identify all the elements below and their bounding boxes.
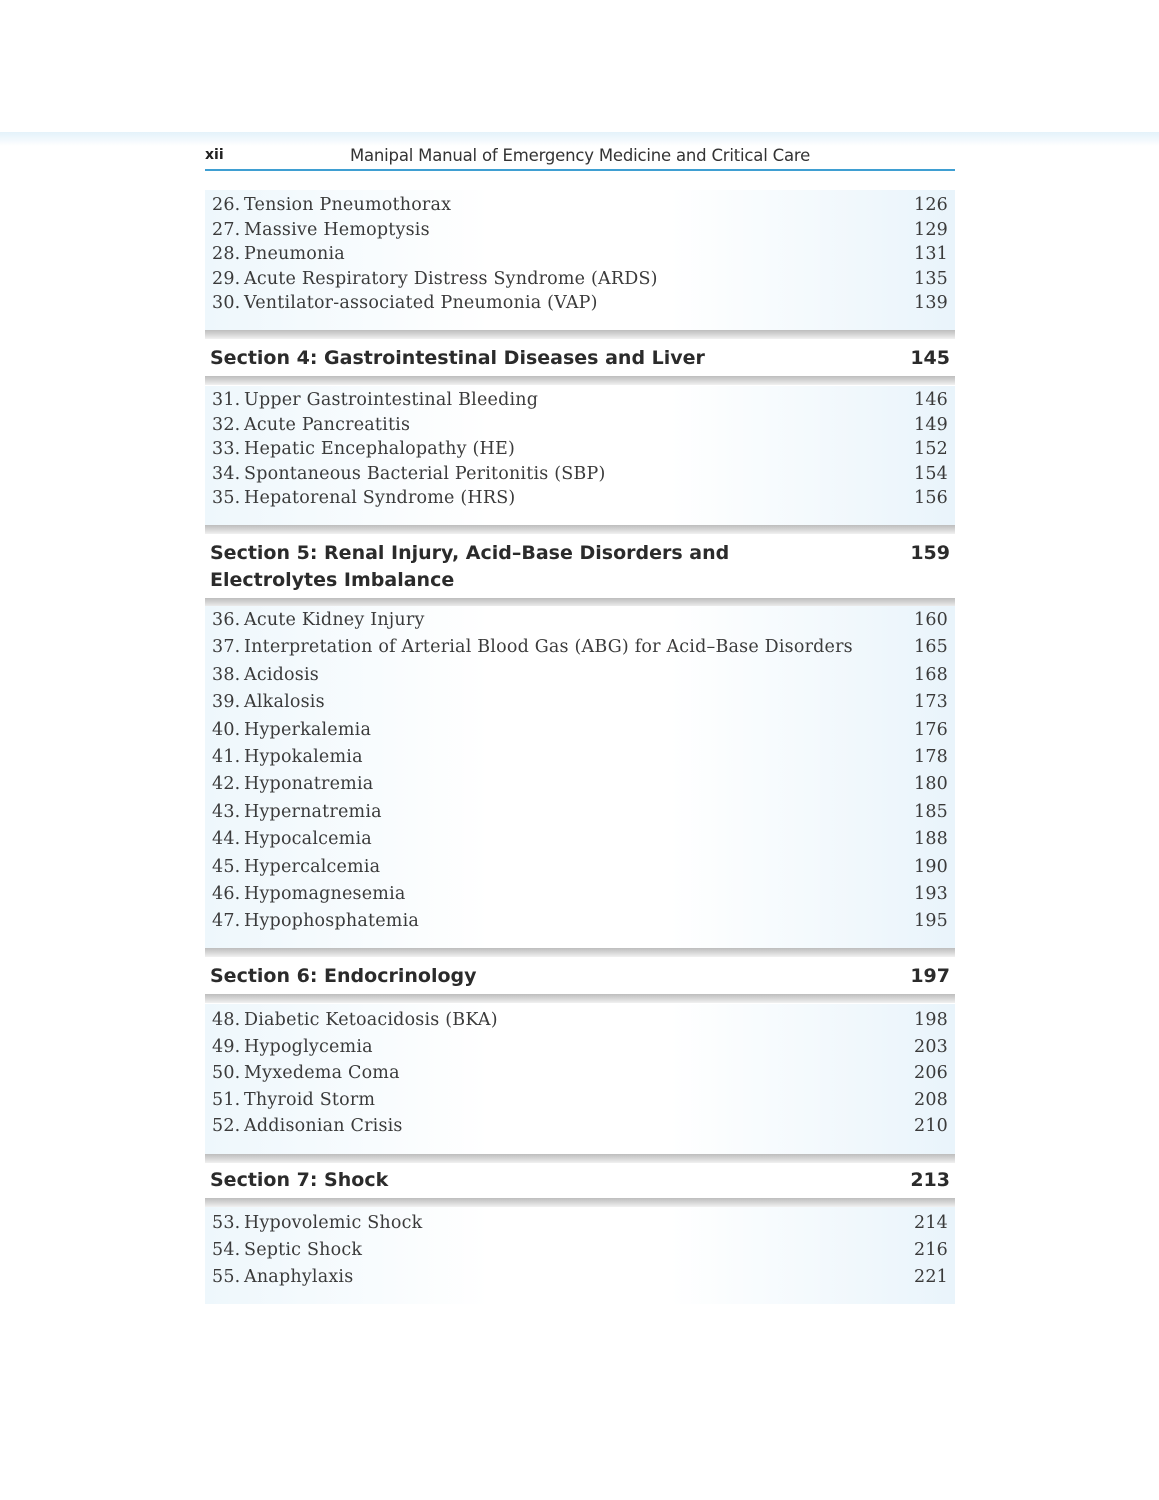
chapter-title: Addisonian Crisis (244, 1116, 403, 1137)
section-divider (205, 376, 955, 385)
chapter-page: 135 (913, 268, 948, 289)
chapter-page: 190 (913, 856, 948, 877)
chapter-list (205, 386, 955, 525)
chapter-title: Hypocalcemia (244, 829, 372, 850)
chapter-title: Acute Kidney Injury (244, 610, 425, 630)
chapter-title: Diabetic Ketoacidosis (BKA) (244, 1010, 498, 1030)
chapter-title: Hypoglycemia (244, 1036, 373, 1057)
section-divider (205, 525, 955, 534)
chapter-title: Hypomagnesemia (244, 884, 406, 904)
chapter-page: 210 (913, 1116, 948, 1137)
chapter-title: Pneumonia (244, 244, 345, 265)
chapter-number: 31. (212, 390, 241, 410)
chapter-number: 34. (212, 463, 241, 484)
chapter-page: 146 (913, 390, 948, 410)
chapter-number: 46. (212, 884, 241, 904)
chapter-page: 152 (913, 439, 948, 460)
chapter-title: Hypercalcemia (244, 856, 381, 877)
chapter-number: 43. (212, 801, 241, 822)
chapter-number: 38. (212, 664, 241, 685)
chapter-title: Hypokalemia (244, 747, 363, 767)
chapter-number: 44. (212, 829, 241, 850)
chapter-number: 45. (212, 856, 241, 877)
section-title: Section 7: Shock (210, 1169, 389, 1191)
section-divider (205, 948, 955, 957)
chapter-page: 168 (913, 664, 948, 685)
chapter-title: Acute Respiratory Distress Syndrome (ARDS) (244, 268, 658, 289)
chapter-title: Hypernatremia (244, 801, 382, 822)
chapter-title: Hepatorenal Syndrome (HRS) (244, 488, 516, 509)
section-divider (205, 994, 955, 1003)
chapter-page: 160 (913, 610, 948, 630)
chapter-title: Acute Pancreatitis (244, 414, 411, 435)
header-book-title: Manipal Manual of Emergency Medicine and Critical Care (349, 146, 811, 165)
chapter-title: Alkalosis (244, 692, 325, 713)
chapter-page: 139 (913, 293, 948, 314)
chapter-page: 185 (913, 801, 948, 822)
section-title: Section 4: Gastrointestinal Diseases and Liver (210, 347, 705, 369)
chapter-page: 165 (913, 637, 948, 658)
chapter-page: 156 (913, 488, 948, 509)
section-page: 197 (910, 965, 950, 987)
chapter-page: 129 (913, 219, 948, 240)
chapter-number: 42. (212, 774, 241, 795)
chapter-number: 48. (212, 1010, 241, 1030)
chapter-list (205, 606, 955, 948)
chapter-number: 39. (212, 692, 241, 713)
chapter-number: 40. (212, 719, 241, 740)
chapter-number: 30. (212, 293, 241, 314)
section-title: Section 5: Renal Injury, Acid–Base Disorders and Electrolytes Imbalance (210, 542, 730, 591)
section-page: 145 (910, 347, 950, 369)
section-divider (205, 330, 955, 339)
chapter-title: Hyperkalemia (244, 719, 372, 740)
chapter-page: 188 (913, 829, 948, 850)
chapter-number: 53. (212, 1213, 241, 1233)
chapter-number: 27. (212, 219, 241, 240)
chapter-title: Anaphylaxis (244, 1266, 354, 1287)
chapter-number: 47. (212, 911, 241, 932)
chapter-page: 216 (913, 1239, 948, 1260)
chapter-number: 32. (212, 414, 241, 435)
chapter-title: Interpretation of Arterial Blood Gas (ABG) for Acid–Base Disorders (244, 637, 853, 658)
chapter-title: Acidosis (244, 664, 319, 685)
chapter-number: 52. (212, 1116, 241, 1137)
chapter-page: 154 (913, 463, 948, 484)
chapter-page: 195 (913, 911, 948, 932)
chapter-list (205, 1004, 955, 1154)
chapter-title: Hypophosphatemia (244, 911, 419, 932)
chapter-title: Thyroid Storm (244, 1089, 376, 1110)
chapter-title: Spontaneous Bacterial Peritonitis (SBP) (244, 463, 606, 484)
section-title: Section 6: Endocrinology (210, 965, 477, 987)
chapter-title: Septic Shock (244, 1239, 363, 1260)
chapter-number: 36. (212, 610, 241, 630)
chapter-page: 208 (913, 1089, 948, 1110)
chapter-number: 28. (212, 244, 241, 265)
chapter-title: Upper Gastrointestinal Bleeding (244, 390, 539, 410)
chapter-page: 173 (913, 692, 948, 713)
chapter-title: Massive Hemoptysis (244, 219, 430, 240)
chapter-number: 37. (212, 637, 241, 658)
section-divider (205, 1154, 955, 1163)
header-page-number: xii (205, 147, 224, 163)
chapter-list (205, 1207, 955, 1304)
chapter-page: 203 (913, 1036, 948, 1057)
chapter-number: 55. (212, 1266, 241, 1287)
section-page: 213 (910, 1169, 950, 1191)
chapter-number: 29. (212, 268, 241, 289)
chapter-title: Hepatic Encephalopathy (HE) (244, 439, 515, 460)
chapter-page: 176 (913, 719, 948, 740)
chapter-number: 51. (212, 1089, 241, 1110)
chapter-page: 198 (913, 1010, 948, 1030)
chapter-page: 180 (913, 774, 948, 795)
chapter-title: Ventilator-associated Pneumonia (VAP) (244, 293, 598, 314)
chapter-number: 41. (212, 747, 241, 767)
running-header (205, 143, 955, 171)
chapter-title: Hyponatremia (244, 774, 374, 795)
chapter-page: 214 (913, 1213, 948, 1233)
chapter-title: Hypovolemic Shock (244, 1213, 423, 1233)
chapter-number: 26. (212, 195, 241, 215)
chapter-number: 50. (212, 1063, 241, 1084)
chapter-page: 126 (913, 195, 948, 215)
chapter-page: 221 (913, 1266, 948, 1287)
chapter-number: 49. (212, 1036, 241, 1057)
section-page: 159 (910, 542, 950, 564)
chapter-list (205, 190, 955, 330)
chapter-page: 193 (913, 884, 948, 904)
chapter-number: 33. (212, 439, 241, 460)
chapter-number: 35. (212, 488, 241, 509)
chapter-title: Myxedema Coma (244, 1063, 400, 1084)
chapter-page: 131 (913, 244, 948, 265)
chapter-page: 149 (913, 414, 948, 435)
chapter-number: 54. (212, 1239, 241, 1260)
chapter-page: 178 (913, 747, 948, 767)
chapter-page: 206 (913, 1063, 948, 1084)
chapter-title: Tension Pneumothorax (244, 195, 452, 215)
section-divider (205, 1198, 955, 1207)
